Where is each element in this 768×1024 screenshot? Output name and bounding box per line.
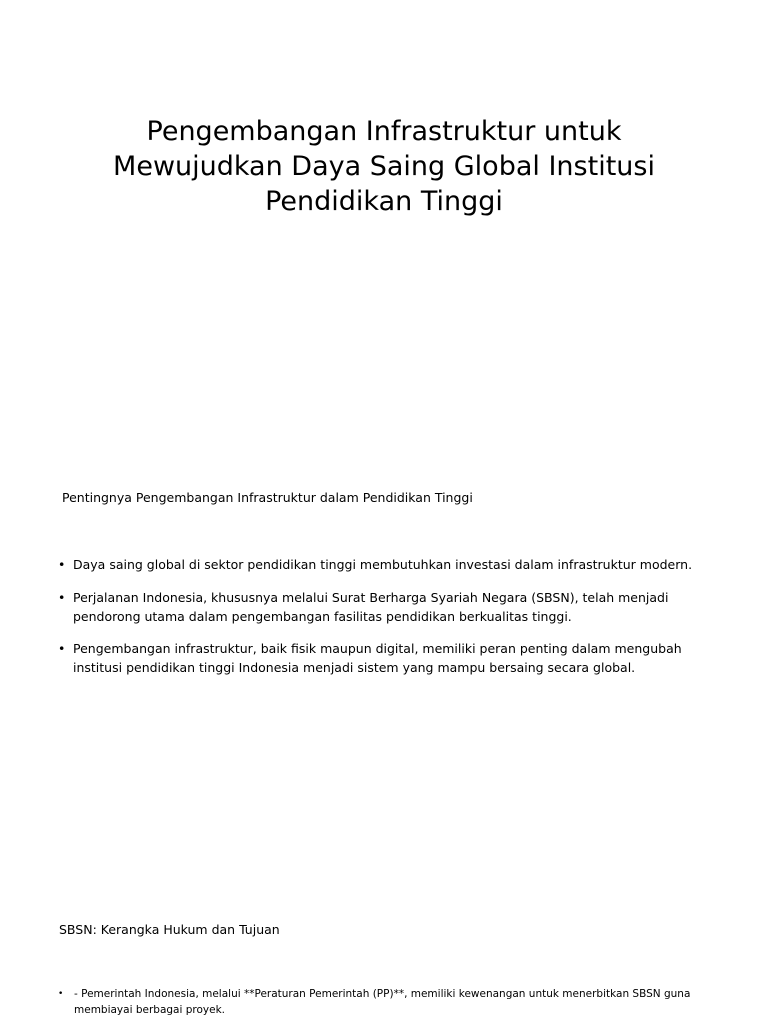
section-heading-sbsn: SBSN: Kerangka Hukum dan Tujuan xyxy=(59,922,280,937)
list-item xyxy=(58,555,718,574)
bullet-list-sbsn xyxy=(58,986,708,1018)
list-item xyxy=(58,986,708,1018)
list-item xyxy=(58,588,718,626)
list-item-text: - Pemerintah Indonesia, melalui **Peraturan Pemerintah (PP)**, memiliki kewenangan untuk menerbitkan SBSN guna membiayai berbagai proyek. xyxy=(74,988,691,1016)
bullet-icon: • xyxy=(58,590,66,605)
bullet-list-infrastructure xyxy=(58,555,718,689)
bullet-icon: • xyxy=(58,989,64,999)
bullet-icon: • xyxy=(58,641,66,656)
list-item-text: Pengembangan infrastruktur, baik fisik maupun digital, memiliki peran penting dalam mengubah institusi pendidikan tinggi Indonesia menjadi sistem yang mampu bersaing secara global. xyxy=(73,641,682,675)
section-heading-infrastructure-importance: Pentingnya Pengembangan Infrastruktur dalam Pendidikan Tinggi xyxy=(62,490,473,505)
list-item-text: Daya saing global di sektor pendidikan tinggi membutuhkan investasi dalam infrastruktur modern. xyxy=(73,557,693,572)
bullet-icon: • xyxy=(58,557,66,572)
list-item-text: Perjalanan Indonesia, khususnya melalui Surat Berharga Syariah Negara (SBSN), telah menjadi pendorong utama dalam pengembangan fasilitas pendidikan berkualitas tinggi. xyxy=(73,590,669,624)
list-item xyxy=(58,639,718,677)
page-title: Pengembangan Infrastruktur untuk Mewujudkan Daya Saing Global Institusi Pendidikan Tinggi xyxy=(113,116,655,217)
